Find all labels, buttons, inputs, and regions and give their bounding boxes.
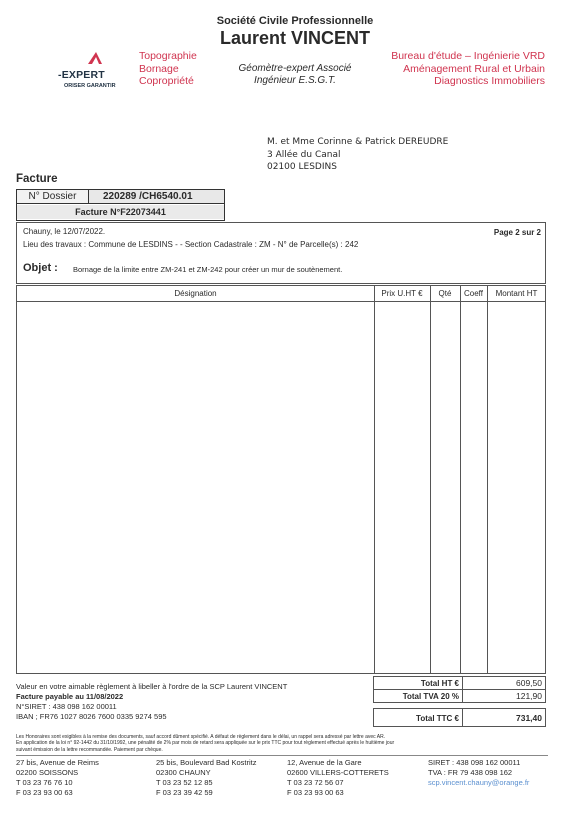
- ttc-col-divider: [462, 709, 463, 726]
- company-type: Société Civile Professionnelle: [216, 15, 374, 27]
- company-name: Laurent VINCENT: [219, 28, 370, 48]
- header-designation: Désignation: [174, 289, 217, 298]
- recipient-city: 02100 LESDINS: [267, 162, 337, 172]
- column-divider: [487, 286, 488, 673]
- invoice-date: Chauny, le 12/07/2022.: [23, 227, 106, 236]
- footer-city: 02300 CHAUNY: [156, 768, 211, 777]
- payment-siret: N°SIRET : 438 098 162 00011: [16, 702, 117, 711]
- service-topographie: Topographie: [139, 50, 197, 62]
- total-ht-label: Total HT €: [420, 679, 459, 688]
- total-ht-value: 609,50: [516, 678, 542, 688]
- footer-tva: TVA : FR 79 438 098 162: [428, 768, 513, 777]
- dossier-label: N° Dossier: [17, 190, 89, 203]
- title-line-1: Géomètre-expert Associé: [238, 63, 352, 74]
- footer-email-link[interactable]: scp.vincent.chauny@orange.fr: [428, 778, 530, 787]
- totals-divider: [374, 689, 545, 690]
- service-bornage: Bornage: [139, 62, 179, 75]
- header-coeff: Coeff: [464, 289, 483, 298]
- document-title: Facture: [16, 173, 58, 185]
- professional-title: [200, 63, 390, 87]
- total-tva-label: Total TVA 20 %: [402, 692, 459, 701]
- footer-chauny: [156, 758, 256, 798]
- column-divider: [374, 286, 375, 673]
- total-ttc-label: Total TTC €: [416, 714, 459, 723]
- header-quantity: Qté: [438, 289, 452, 298]
- footer-siret: SIRET : 438 098 162 00011: [428, 758, 521, 767]
- footer-address: 12, Avenue de la Gare: [287, 758, 362, 767]
- totals-col-divider: [462, 677, 463, 702]
- service-bureau-etude: Bureau d'étude – Ingénierie VRD: [391, 50, 545, 62]
- footer-fax: F 03 23 39 42 59: [156, 788, 213, 797]
- invoice-table: [16, 285, 546, 674]
- logo-mark-icon: [84, 50, 104, 66]
- payment-info: [16, 682, 287, 722]
- footer-phone: T 03 23 72 56 07: [287, 778, 344, 787]
- footer-villers: [287, 758, 389, 798]
- footer-soissons: [16, 758, 99, 798]
- logo-subtext: ORISER GARANTIR: [64, 83, 116, 89]
- footer-address: 25 bis, Boulevard Bad Kostritz: [156, 758, 257, 767]
- recipient-address: [267, 136, 448, 174]
- footer-phone: T 03 23 52 12 85: [156, 778, 213, 787]
- total-tva-value: 121,90: [516, 691, 542, 701]
- title-line-2: Ingénieur E.S.G.T.: [254, 75, 336, 86]
- work-location: Lieu des travaux : Commune de LESDINS - - Section Cadastrale : ZM - N° de Parcelle(s) : 242: [23, 240, 359, 249]
- legal-line-1: Les Honoraires sont exigibles à la remise des documents, sauf accord dûment spécifié. A défaut de règlement dans le délai, un rappel sera adressé par lettre avec AR.: [16, 734, 386, 740]
- footer-divider: [16, 755, 548, 756]
- footer-fax: F 03 23 93 00 63: [16, 788, 73, 797]
- footer-fax: F 03 23 93 00 63: [287, 788, 344, 797]
- payment-order: Valeur en votre aimable règlement à libeller à l'ordre de la SCP Laurent VINCENT: [16, 682, 288, 691]
- dossier-box: [16, 189, 225, 221]
- header-amount: Montant HT: [495, 289, 538, 298]
- payment-due: Facture payable au 11/08/2022: [16, 692, 124, 701]
- logo-text: -EXPERT: [58, 69, 105, 81]
- services-left: [139, 50, 197, 88]
- header-unit-price: Prix U.HT €: [381, 289, 423, 298]
- footer-city: 02200 SOISSONS: [16, 768, 79, 777]
- total-ttc-value: 731,40: [516, 713, 542, 723]
- service-copropriete: Copropriété: [139, 75, 194, 87]
- footer-phone: T 03 23 76 76 10: [16, 778, 73, 787]
- totals-box: [373, 676, 546, 703]
- footer-city: 02600 VILLERS-COTTERETS: [287, 768, 389, 777]
- services-right: [391, 50, 545, 88]
- info-box: [16, 222, 546, 284]
- objet-text: Bornage de la limite entre ZM-241 et ZM-242 pour créer un mur de soutènement.: [73, 265, 343, 274]
- page-indicator: Page 2 sur 2: [493, 228, 541, 237]
- dossier-value: 220289 /CH6540.01: [89, 190, 224, 203]
- legal-line-2: En application de la loi n° 92-1442 du 31/10/1992, une pénalité de 2% par mois de retard sera appliquée sur le prix TTC pour tout règlement effectué après le huitième jour: [16, 740, 395, 747]
- column-divider: [460, 286, 461, 673]
- column-divider: [430, 286, 431, 673]
- recipient-name: M. et Mme Corinne & Patrick DEREUDRE: [267, 137, 449, 147]
- footer-company-ids: [428, 758, 529, 788]
- recipient-street: 3 Allée du Canal: [267, 149, 341, 160]
- footer-address: 27 bis, Avenue de Reims: [16, 758, 99, 767]
- objet-label: Objet :: [23, 262, 58, 274]
- service-diagnostics: Diagnostics Immobiliers: [434, 75, 545, 87]
- legal-line-3: suivant émission de la lettre recommandée. Paiement par chèque.: [16, 746, 163, 753]
- payment-iban: IBAN ; FR76 1027 8026 7600 0335 9274 595: [16, 712, 167, 721]
- service-amenagement: Aménagement Rural et Urbain: [403, 62, 545, 75]
- legal-notice: [16, 734, 548, 753]
- total-ttc-box: [373, 708, 546, 727]
- invoice-number: Facture N°F22073441: [17, 205, 224, 219]
